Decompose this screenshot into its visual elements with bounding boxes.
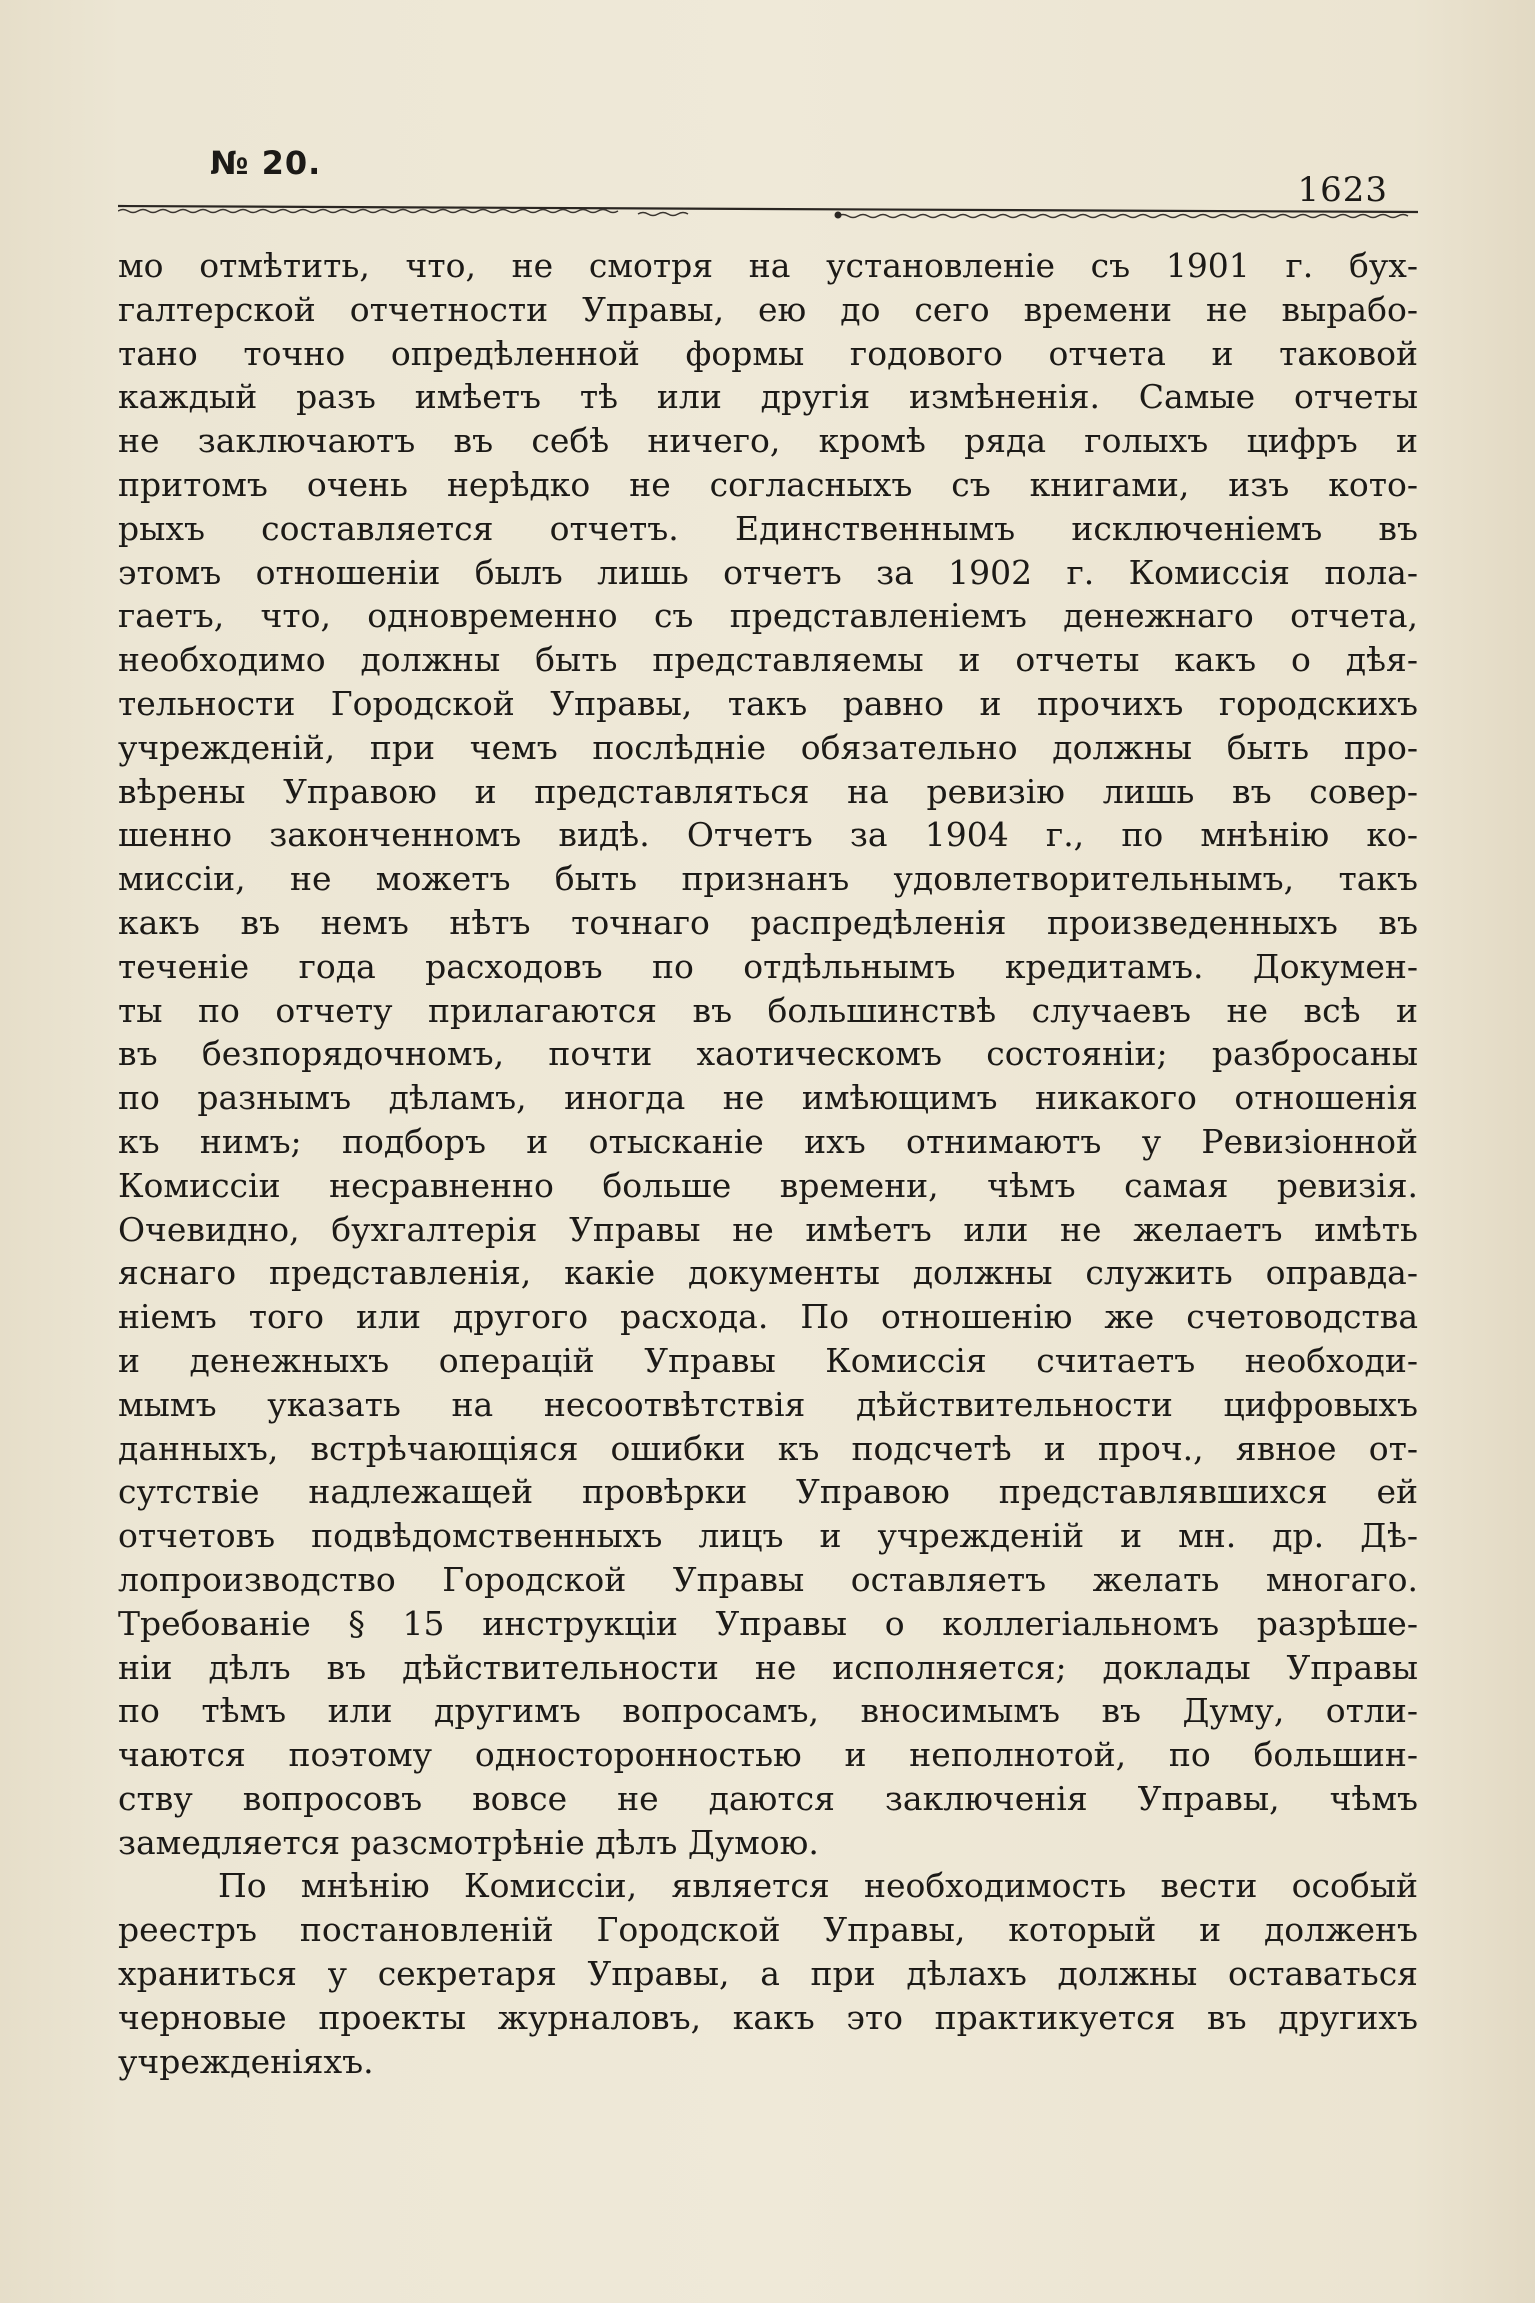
- text-line: замедляется разсмотрѣніе дѣлъ Думою.: [118, 1822, 819, 1862]
- text-line: по разнымъ дѣламъ, иногда не имѣющимъ никакого отношенія: [118, 1078, 1418, 1118]
- text-line: гаетъ, что, одновременно съ представленіемъ денежнаго отчета,: [118, 596, 1418, 636]
- text-line: отчетовъ подвѣдомственныхъ лицъ и учрежденій и мн. др. Дѣ-: [118, 1516, 1418, 1556]
- text-line: яснаго представленія, какіе документы должны служить оправда-: [118, 1253, 1418, 1293]
- text-line: учрежденіяхъ.: [118, 2041, 374, 2081]
- text-line: чаются поэтому односторонностью и неполнотой, по большин-: [118, 1735, 1418, 1775]
- text-line: мо отмѣтить, что, не смотря на установленіе съ 1901 г. бух-: [118, 246, 1418, 285]
- text-line: Требованіе § 15 инструкціи Управы о коллегіальномъ разрѣше-: [118, 1603, 1418, 1643]
- page-header: [118, 140, 1418, 230]
- body-text: [118, 244, 1418, 2083]
- text-line: вѣрены Управою и представляться на ревизію лишь въ совер-: [118, 771, 1418, 811]
- text-line: Комиссіи несравненно больше времени, чѣмъ самая ревизія.: [118, 1165, 1418, 1205]
- text-line: къ нимъ; подборъ и отысканіе ихъ отнимаютъ у Ревизіонной: [118, 1121, 1418, 1161]
- text-line: каждый разъ имѣетъ тѣ или другія измѣненія. Самые отчеты: [118, 377, 1418, 417]
- text-line: притомъ очень нерѣдко не согласныхъ съ книгами, изъ кото-: [118, 464, 1418, 504]
- text-line: какъ въ немъ нѣтъ точнаго распредѣленія произведенныхъ въ: [118, 902, 1418, 942]
- header-rule: [118, 198, 1418, 228]
- text-line: ніемъ того или другого расхода. По отношенію же счетоводства: [118, 1297, 1418, 1337]
- text-line: черновые проекты журналовъ, какъ это практикуется въ другихъ: [118, 1997, 1418, 2037]
- text-line: ты по отчету прилагаются въ большинствѣ случаевъ не всѣ и: [118, 990, 1418, 1030]
- text-line: сутствіе надлежащей провѣрки Управою представлявшихся ей: [118, 1472, 1418, 1512]
- text-line: ству вопросовъ вовсе не даются заключенія Управы, чѣмъ: [118, 1778, 1418, 1818]
- text-line: данныхъ, встрѣчающіяся ошибки къ подсчетѣ и проч., явное от-: [118, 1428, 1418, 1468]
- text-line: миссіи, не можетъ быть признанъ удовлетворительнымъ, такъ: [118, 859, 1418, 899]
- text-line: По мнѣнію Комиссіи, является необходимость вести особый: [218, 1866, 1418, 1906]
- text-line: въ безпорядочномъ, почти хаотическомъ состояніи; разбросаны: [118, 1034, 1418, 1074]
- text-line: мымъ указать на несоотвѣтствія дѣйствительности цифровыхъ: [118, 1384, 1418, 1424]
- text-line: этомъ отношеніи былъ лишь отчетъ за 1902 г. Комиссія пола-: [118, 552, 1418, 592]
- text-line: рыхъ составляется отчетъ. Единственнымъ исключеніемъ въ: [118, 508, 1418, 548]
- text-line: учрежденій, при чемъ послѣдніе обязательно должны быть про-: [118, 727, 1418, 767]
- text-line: необходимо должны быть представляемы и отчеты какъ о дѣя-: [118, 640, 1418, 680]
- text-line: тельности Городской Управы, такъ равно и прочихъ городскихъ: [118, 683, 1418, 723]
- text-line: теченіе года расходовъ по отдѣльнымъ кредитамъ. Докумен-: [118, 946, 1418, 986]
- text-line: храниться у секретаря Управы, а при дѣлахъ должны оставаться: [118, 1954, 1418, 1994]
- text-line: ніи дѣлъ въ дѣйствительности не исполняется; доклады Управы: [118, 1647, 1418, 1687]
- text-line: тано точно опредѣленной формы годового отчета и таковой: [118, 333, 1418, 373]
- text-line: шенно законченномъ видѣ. Отчетъ за 1904 г., по мнѣнію ко-: [118, 815, 1418, 855]
- text-line: реестръ постановленій Городской Управы, который и долженъ: [118, 1910, 1418, 1950]
- text-line: и денежныхъ операцій Управы Комиссія считаетъ необходи-: [118, 1340, 1418, 1380]
- text-line: по тѣмъ или другимъ вопросамъ, вносимымъ въ Думу, отли-: [118, 1691, 1418, 1731]
- text-line: Очевидно, бухгалтерія Управы не имѣетъ или не желаетъ имѣть: [118, 1209, 1418, 1249]
- page-number: 1623: [1297, 170, 1388, 210]
- text-line: лопроизводство Городской Управы оставляетъ желать многаго.: [118, 1559, 1418, 1599]
- text-line: не заключаютъ въ себѣ ничего, кромѣ ряда голыхъ цифръ и: [118, 421, 1418, 461]
- issue-number: № 20.: [210, 144, 322, 182]
- text-line: галтерской отчетности Управы, ею до сего времени не вырабо-: [118, 289, 1418, 329]
